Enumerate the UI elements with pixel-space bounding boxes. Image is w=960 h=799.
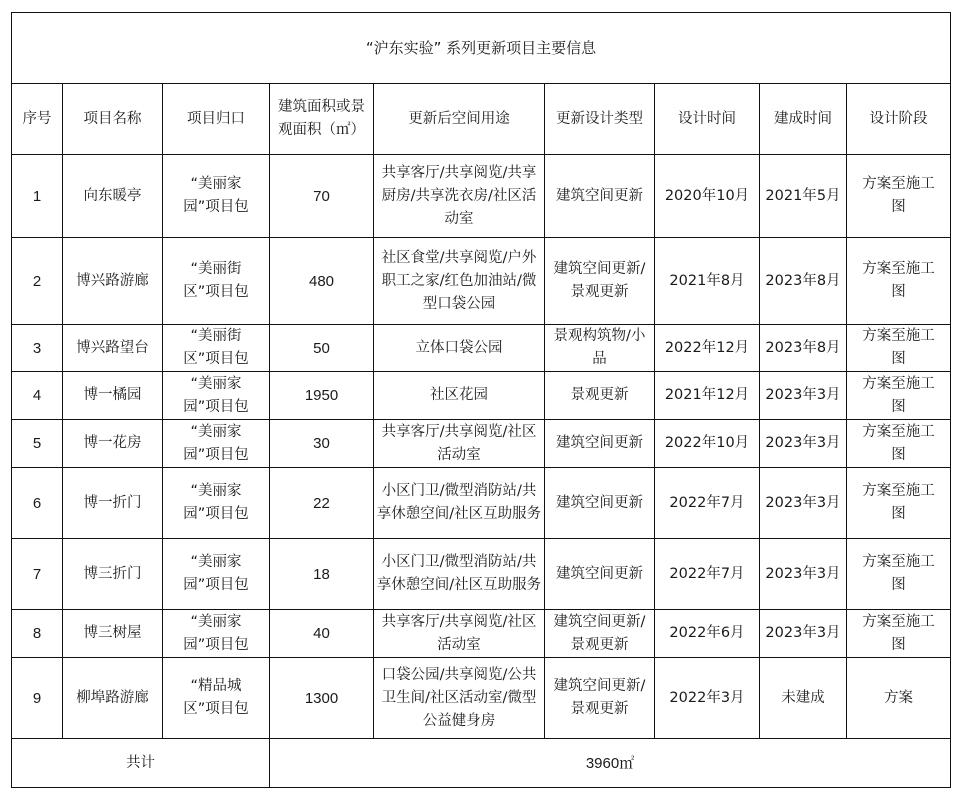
cell-index: 6 [12,468,63,539]
cell-use: 共享客厅/共享阅览/社区活动室 [374,420,545,468]
table-row [12,658,951,739]
total-row [12,739,951,788]
cell-index: 5 [12,420,63,468]
cell-use: 社区食堂/共享阅览/户外职工之家/红色加油站/微型口袋公园 [374,238,545,325]
table-row [12,539,951,610]
table-row [12,610,951,658]
header-completion-time: 建成时间 [760,84,847,155]
cell-type: 建筑空间更新/景观更新 [545,658,655,739]
cell-type: 景观构筑物/小品 [545,325,655,372]
cell-index: 1 [12,155,63,238]
cell-design-time: 2021年12月 [655,372,760,420]
cell-stage: 方案至施工图 [847,468,951,539]
cell-use: 小区门卫/微型消防站/共享休憩空间/社区互助服务 [374,468,545,539]
cell-completion-time: 2023年3月 [760,420,847,468]
cell-area: 480 [270,238,374,325]
cell-completion-time: 2023年8月 [760,325,847,372]
cell-type: 建筑空间更新 [545,468,655,539]
cell-design-time: 2020年10月 [655,155,760,238]
cell-index: 4 [12,372,63,420]
cell-package: “美丽家园”项目包 [163,420,270,468]
cell-name: 博一橘园 [63,372,163,420]
cell-use: 口袋公园/共享阅览/公共卫生间/社区活动室/微型公益健身房 [374,658,545,739]
cell-use: 共享客厅/共享阅览/共享厨房/共享洗衣房/社区活动室 [374,155,545,238]
cell-index: 3 [12,325,63,372]
cell-type: 建筑空间更新 [545,155,655,238]
cell-stage: 方案至施工图 [847,610,951,658]
cell-package: “美丽家园”项目包 [163,468,270,539]
cell-package: “美丽街区”项目包 [163,238,270,325]
cell-type: 建筑空间更新 [545,420,655,468]
cell-design-time: 2022年12月 [655,325,760,372]
table-row [12,420,951,468]
cell-area: 1950 [270,372,374,420]
table-row [12,372,951,420]
cell-design-time: 2022年10月 [655,420,760,468]
cell-area: 70 [270,155,374,238]
header-stage: 设计阶段 [847,84,951,155]
cell-completion-time: 2023年3月 [760,539,847,610]
cell-use: 共享客厅/共享阅览/社区活动室 [374,610,545,658]
cell-completion-time: 2021年5月 [760,155,847,238]
header-type: 更新设计类型 [545,84,655,155]
cell-stage: 方案至施工图 [847,372,951,420]
cell-index: 7 [12,539,63,610]
cell-name: 博一花房 [63,420,163,468]
cell-stage: 方案至施工图 [847,420,951,468]
cell-area: 18 [270,539,374,610]
table-row [12,325,951,372]
cell-type: 建筑空间更新 [545,539,655,610]
cell-completion-time: 2023年3月 [760,610,847,658]
cell-name: 博兴路游廊 [63,238,163,325]
cell-stage: 方案至施工图 [847,238,951,325]
cell-name: 博兴路望台 [63,325,163,372]
cell-area: 50 [270,325,374,372]
cell-use: 小区门卫/微型消防站/共享休憩空间/社区互助服务 [374,539,545,610]
cell-stage: 方案至施工图 [847,155,951,238]
cell-design-time: 2022年3月 [655,658,760,739]
cell-index: 8 [12,610,63,658]
title-row [12,13,951,84]
cell-package: “美丽家园”项目包 [163,539,270,610]
cell-area: 40 [270,610,374,658]
cell-stage: 方案至施工图 [847,539,951,610]
header-package: 项目归口 [163,84,270,155]
cell-completion-time: 2023年3月 [760,372,847,420]
cell-package: “精品城区”项目包 [163,658,270,739]
header-design-time: 设计时间 [655,84,760,155]
cell-stage: 方案至施工图 [847,325,951,372]
cell-use: 立体口袋公园 [374,325,545,372]
header-name: 项目名称 [63,84,163,155]
cell-type: 景观更新 [545,372,655,420]
total-label: 共计 [12,739,270,788]
cell-package: “美丽家园”项目包 [163,610,270,658]
cell-package: “美丽街区”项目包 [163,325,270,372]
cell-name: 博一折门 [63,468,163,539]
table-row [12,238,951,325]
table-row [12,468,951,539]
cell-area: 22 [270,468,374,539]
cell-completion-time: 2023年8月 [760,238,847,325]
cell-design-time: 2021年8月 [655,238,760,325]
cell-design-time: 2022年7月 [655,468,760,539]
cell-area: 1300 [270,658,374,739]
cell-completion-time: 未建成 [760,658,847,739]
cell-package: “美丽家园”项目包 [163,155,270,238]
table-title: “沪东实验” 系列更新项目主要信息 [12,13,951,84]
cell-type: 建筑空间更新/景观更新 [545,610,655,658]
cell-stage: 方案 [847,658,951,739]
cell-index: 9 [12,658,63,739]
header-area: 建筑面积或景观面积（㎡） [270,84,374,155]
project-info-table [11,12,951,788]
cell-name: 向东暖亭 [63,155,163,238]
cell-design-time: 2022年7月 [655,539,760,610]
header-row [12,84,951,155]
cell-area: 30 [270,420,374,468]
table-row [12,155,951,238]
cell-design-time: 2022年6月 [655,610,760,658]
cell-completion-time: 2023年3月 [760,468,847,539]
header-use: 更新后空间用途 [374,84,545,155]
header-index: 序号 [12,84,63,155]
cell-name: 博三折门 [63,539,163,610]
cell-use: 社区花园 [374,372,545,420]
cell-name: 博三树屋 [63,610,163,658]
cell-type: 建筑空间更新/景观更新 [545,238,655,325]
cell-package: “美丽家园”项目包 [163,372,270,420]
cell-index: 2 [12,238,63,325]
total-value: 3960㎡ [270,739,951,788]
cell-name: 柳埠路游廊 [63,658,163,739]
